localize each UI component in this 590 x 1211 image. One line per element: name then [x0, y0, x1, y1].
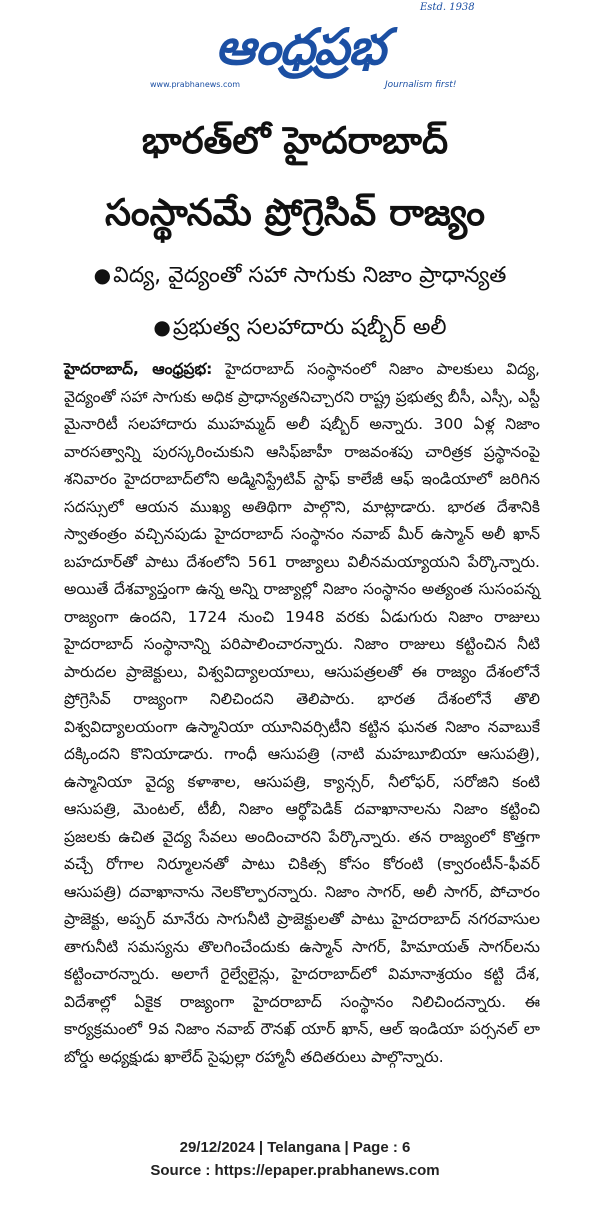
bullet-icon: ●	[153, 315, 171, 339]
established-label: Estd. 1938	[420, 2, 475, 13]
headline-line-1: భారత్‌లో హైదరాబాద్	[141, 119, 449, 162]
footer-source: Source : https://epaper.prabhanews.com	[150, 1162, 440, 1179]
footer-date-page: 29/12/2024 | Telangana | Page : 6	[179, 1139, 411, 1156]
subhead-2-text: ప్రభుత్వ సలహాదారు షబ్బీర్ అలీ	[172, 315, 447, 340]
headline-line-2: సంస్థానమే ప్రోగ్రెసివ్ రాజ్యం	[104, 191, 486, 234]
website-label: www.prabhanews.com	[150, 80, 241, 89]
article-dateline: హైదరాబాద్, ఆంధ్రప్రభ:	[64, 360, 213, 378]
article-body	[64, 356, 540, 1071]
subhead-2	[30, 312, 570, 343]
bullet-icon: ●	[93, 263, 112, 287]
tagline: Journalism first!	[385, 80, 457, 90]
subhead-1-text: విద్య, వైద్యంతో సహా సాగుకు నిజాం ప్రాధాన్యత	[113, 263, 507, 288]
newspaper-logo: ఆంధ్రప్రభ	[215, 18, 385, 76]
subhead-1	[30, 260, 570, 291]
masthead	[0, 0, 590, 110]
article-text: హైదరాబాద్ సంస్థానంలో నిజాం పాలకులు విద్య, వైద్యంతో సహా సాగుకు అధిక ప్రాధాన్యతనిచ్చారని రాష్ట్ర ప్రభుత్వ బీసీ, ఎస్సీ, ఎస్టీ మైనారిటీ సలహాదారు ముహమ్మద్ అలీ షబ్బీర్ అన్నారు. 300 ఏళ్ల నిజాం వారసత్వాన్ని పురస్కరించుకుని ఆసిఫ్‌జాహీ రాజవంశపు చారిత్రక ప్రస్థానంపై శనివారం హైదరాబాద్‌లోని అడ్మినిస్ట్రేటివ్ స్టాఫ్ కాలేజీ ఆఫ్ ఇండియాలో జరిగిన సదస్సులో ఆయన ముఖ్య అతిథిగా పాల్గొని, మాట్లాడారు. భారత దేశానికి స్వాతంత్రం వచ్చినపుడు హైదరాబాద్ సంస్థానం నవాబ్ మీర్ ఉస్మాన్ అలీ ఖాన్ బహదూర్‌తో పాటు దేశంలోని 561 రాజ్యాలు విలీనమయ్యాయని పేర్కొన్నారు. అయితే దేశవ్యాప్తంగా ఉన్న అన్ని రాజ్యాల్లో నిజాం సంస్థానం అత్యంత సుసంపన్న రాజ్యంగా ఉందని, 1724 నుంచి 1948 వరకు ఏడుగురు నిజాం రాజులు హైదరాబాద్ సంస్థానాన్ని పరిపాలించారన్నారు. నిజాం రాజులు కట్టించిన నీటి పారుదల ప్రాజెక్టులు, విశ్వవిద్యాలయాలు, ఆసుపత్రలతో ఈ రాజ్యం దేశంలోనే ప్రోగ్రెసివ్ రాజ్యంగా నిలిచిందని తెలిపారు. భారత దేశంలోనే తొలి విశ్వవిద్యాలయంగా ఉస్మానియా యూనివర్సిటీని కట్టిన ఘనత నిజాం నవాబుకే దక్కిందని కొనియాడారు. గాంధీ ఆసుపత్రి (నాటి మహబూబియా ఆసుపత్రి), ఉస్మానియా వైద్య కళాశాల, ఆసుపత్రి, క్యాన్సర్, నీలోఫర్, సరోజిని కంటి ఆసుపత్రి, మెంటల్, టీబీ, నిజాం ఆర్థోపెడిక్ దవాఖానాలను నిజాం కట్టించి ప్రజలకు ఉచిత వైద్య సేవలు అందించారని పేర్కొన్నారు. తన రాజ్యంలో కొత్తగా వచ్చే రోగాల నిర్మూలనతో పాటు చికిత్స కోసం కోరంటి (క్వారంటీన్-ఫీవర్ ఆసుపత్రి) దవాఖానాను నెలకొల్పారన్నారు. నిజాం సాగర్, అలీ సాగర్, పోచారం ప్రాజెక్టు, అప్పర్ మానేరు సాగునీటి ప్రాజెక్టులతో పాటు హైదరాబాద్ నగరవాసుల తాగునీటి సమస్యను తొలగించేందుకు ఉస్మాన్ సాగర్, హిమాయత్ సాగర్‌లను కట్టించారన్నారు. అలాగే రైల్వేలైన్లు, హైదరాబాద్‌లో విమానాశ్రయం కట్టి దేశ, విదేశాల్లో ఏకైక రాజ్యంగా హైదరాబాద్ సంస్థానం నిలిచిందన్నారు. ఈ కార్యక్రమంలో 9వ నిజాం నవాబ్ రౌనఖ్ యార్ ఖాన్, ఆల్ ఇండియా పర్సనల్ లా బోర్డు అధ్యక్షుడు ఖాలేద్ సైఫుల్లా రహ్మానీ తదితరులు పాల్గొన్నారు.	[64, 360, 540, 1066]
